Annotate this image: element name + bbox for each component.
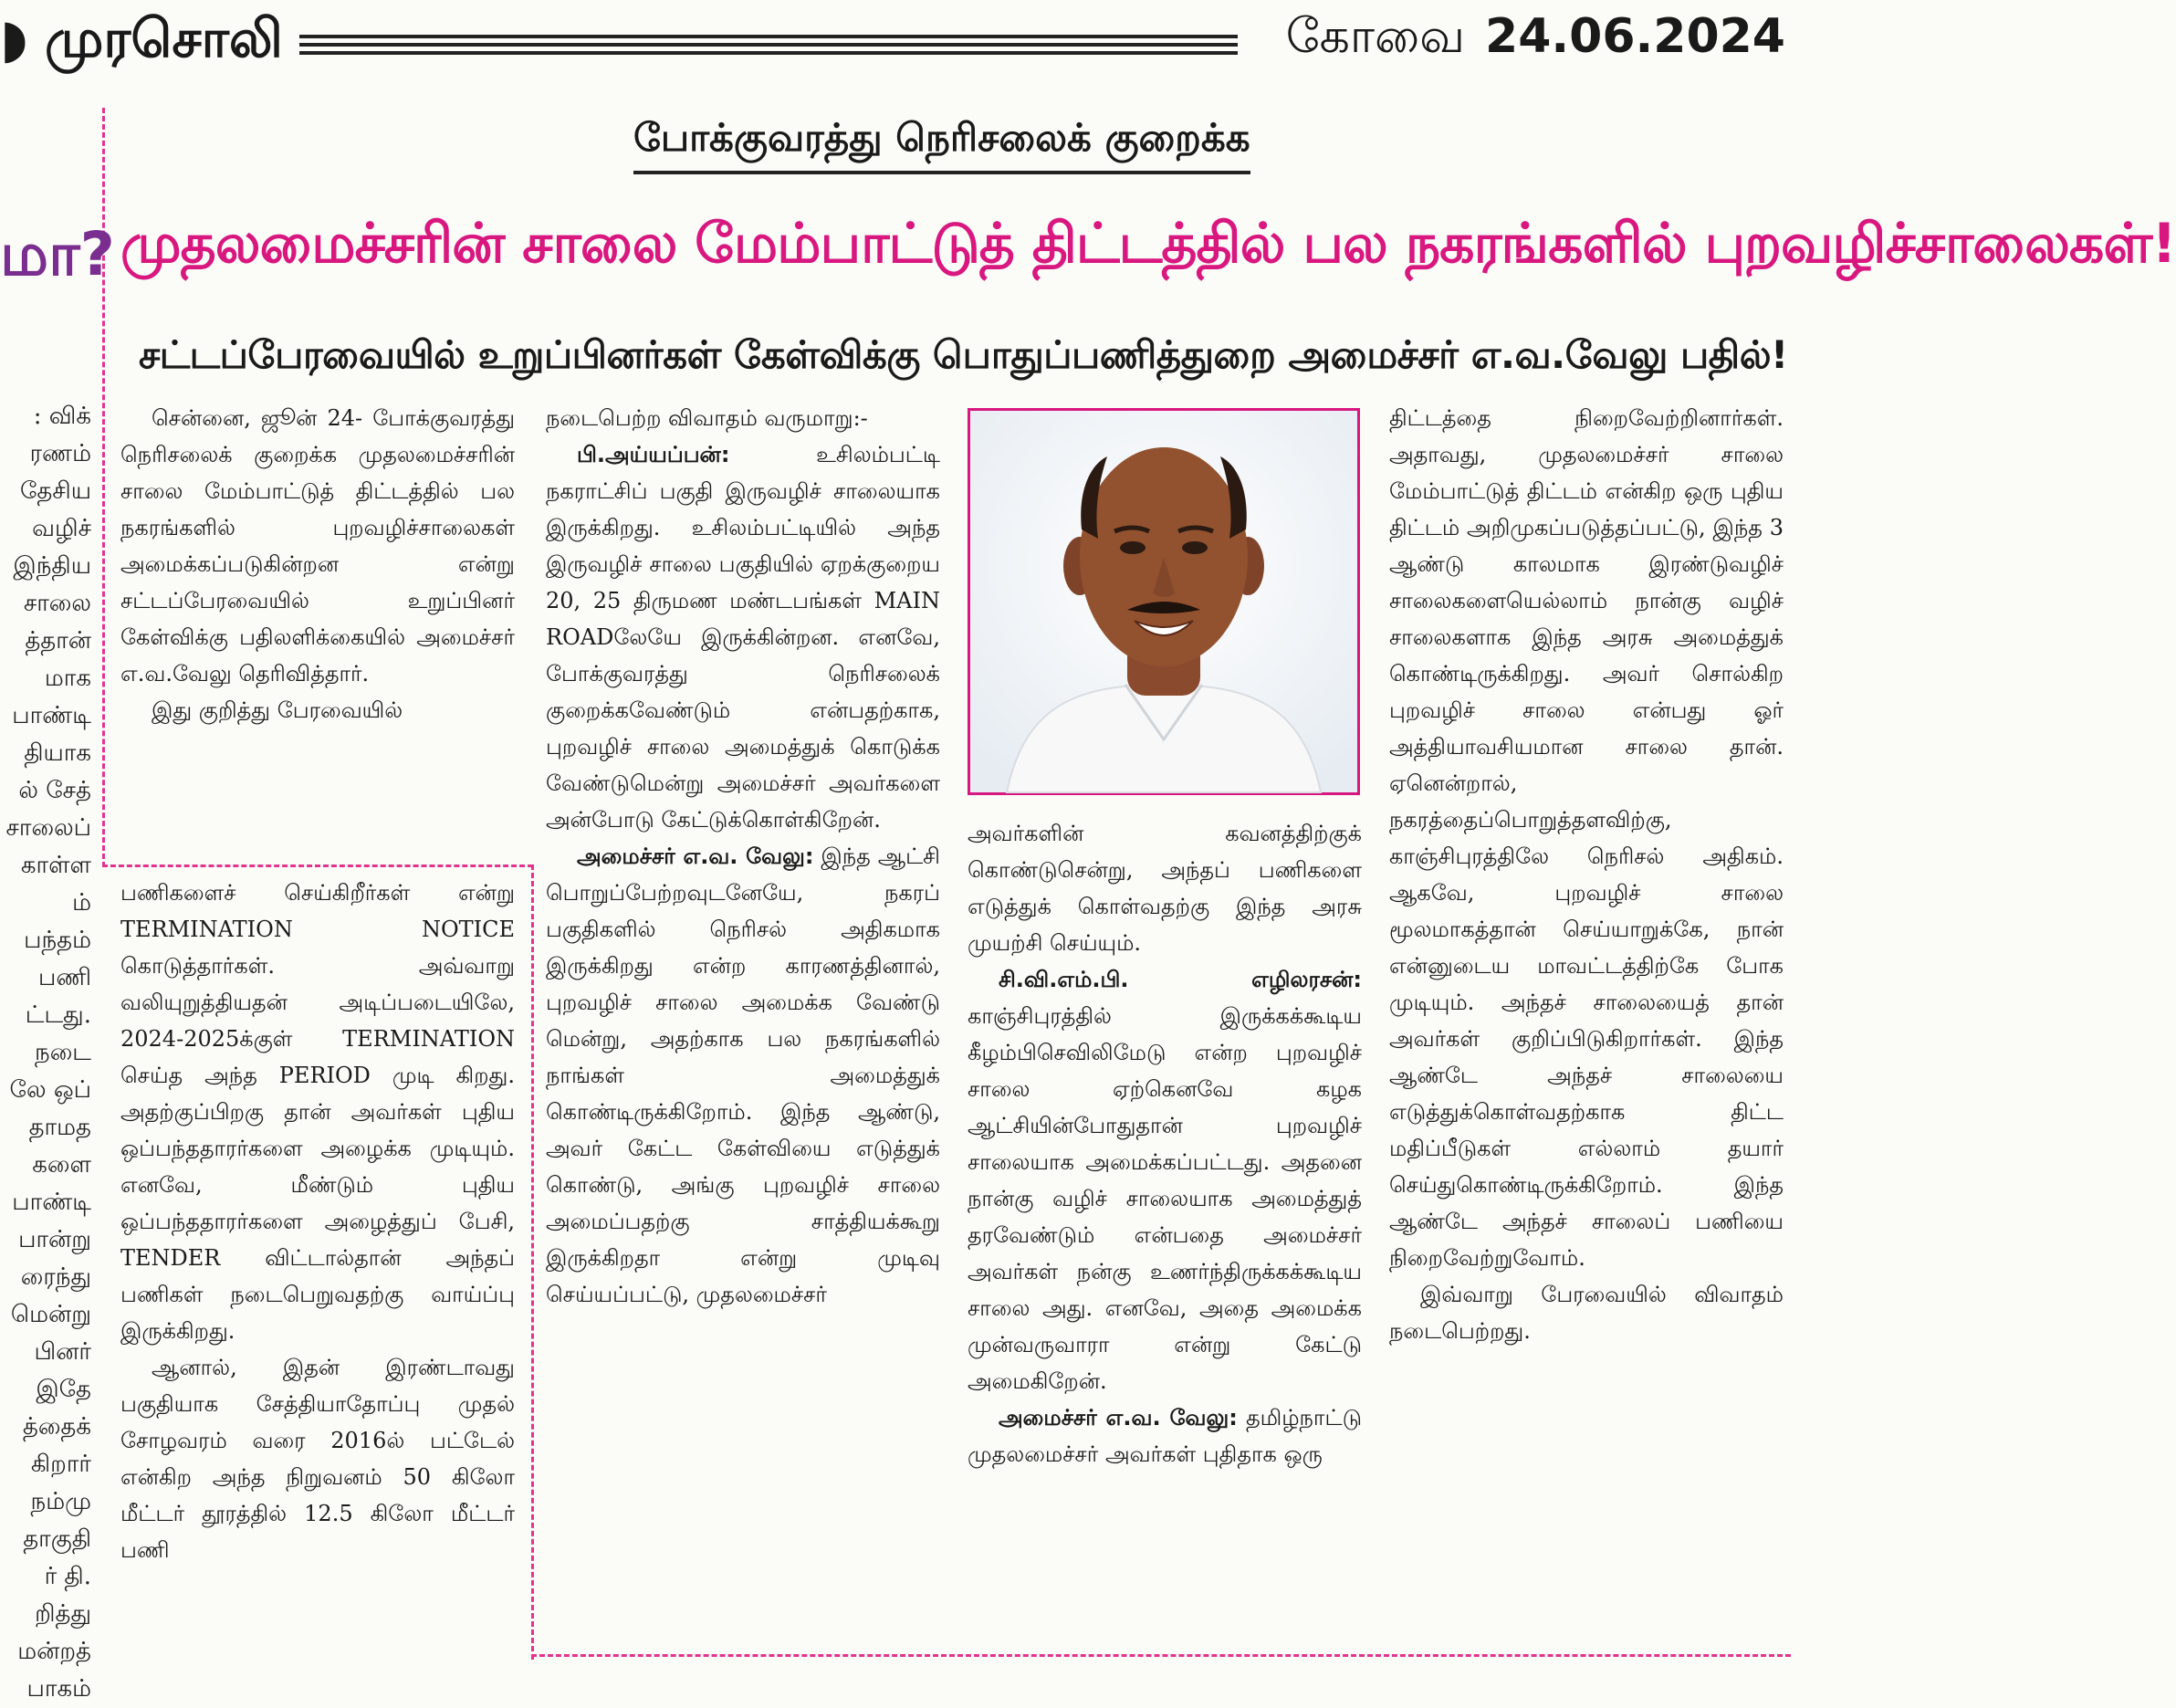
adjacent-story-line: ரணம் <box>29 440 91 467</box>
adjacent-story-line: பான்று <box>18 1226 91 1253</box>
edition-date <box>1286 9 1785 70</box>
adjacent-story-line: இந்திய <box>13 552 91 580</box>
adjacent-story-line: மென்று <box>10 1301 91 1328</box>
adjacent-story-line: கிறார் <box>30 1451 91 1478</box>
speaker-paragraph <box>546 838 940 1313</box>
adjacent-story-line: தாமத <box>28 1114 91 1141</box>
speaker-name: அமைச்சர் எ.வ. வேலு: <box>999 1405 1238 1430</box>
speaker-name: சி.வி.எம்.பி. எழிலரசன்: <box>999 967 1362 992</box>
minister-portrait <box>968 408 1360 795</box>
adjacent-story-line: லே ஒப் <box>9 1076 91 1104</box>
adjacent-story-line: பந்தம் <box>24 927 91 954</box>
article-headline: முதலமைச்சரின் சாலை மேம்பாட்டுத் திட்டத்தில் பல நகரங்களில் புறவழிச்சாலைகள்! <box>120 212 2176 276</box>
adjacent-story-line: காள்ள <box>20 852 91 879</box>
adjacent-story-line: இதே <box>36 1376 91 1403</box>
adjacent-story-line: களை <box>32 1151 91 1179</box>
adjacent-story-line: சாலை <box>23 590 91 617</box>
issue-date: 24.06.2024 <box>1485 9 1785 64</box>
article-column-3 <box>546 400 940 1660</box>
speaker-name: பி.அய்யப்பன்: <box>577 442 730 467</box>
adjacent-story-line: ர் தி. <box>44 1563 91 1590</box>
speaker-paragraph <box>968 961 1362 1399</box>
adjacent-story-line: வழிச் <box>32 515 91 542</box>
article-paragraph: இவ்வாறு பேரவையில் விவாதம் நடைபெற்றது. <box>1389 1282 1784 1344</box>
adjacent-story-line: றித்து <box>35 1600 91 1628</box>
adjacent-story-line: ம் <box>72 889 91 917</box>
adjacent-story-line: நடை <box>35 1039 91 1066</box>
speaker-paragraph <box>968 1399 1362 1472</box>
article-subheadline: சட்டப்பேரவையில் உறுப்பினர்கள் கேள்விக்கு பொதுப்பணித்துறை அமைச்சர் எ.வ.வேலு பதில்! <box>139 332 1788 377</box>
adjacent-story-line: பினர் <box>34 1338 91 1366</box>
adjacent-story-line: பாண்டி <box>12 702 91 729</box>
adjacent-story-line: த்தான் <box>25 627 91 655</box>
adjacent-story-line: ல் சேத் <box>18 777 91 804</box>
article-column-4 <box>968 815 1362 1660</box>
adjacent-story-line: பாகம் <box>26 1675 91 1703</box>
article-paragraph: சென்னை, ஜூன் 24- போக்குவரத்து நெரிசலைக் குறைக்க முதலமைச்சரின் சாலை மேம்பாட்டுத் திட்டத்தில் பல நகரங்களில் புறவழிச்சாலைகள் அமைக்கப்படுகின்றன என்று சட்டப்பேரவையில் உறுப்பினர் கேள்விக்கு பதிலளிக்கையில் அமைச்சர் எ.வ.வேலு தெரிவித்தார். <box>120 405 515 686</box>
article-column-5 <box>1389 400 1784 1660</box>
adjacent-story-line: ட்டது. <box>25 1001 91 1029</box>
adjacent-story-text <box>0 398 91 1703</box>
article-paragraph: திட்டத்தை நிறைவேற்றினார்கள். அதாவது, முதலமைச்சர் சாலை மேம்பாட்டுத் திட்டம் என்கிற ஒரு புதிய திட்டம் அறிமுகப்படுத்தப்பட்டு, இந்த 3 ஆண்டு காலமாக இரண்டுவழிச் சாலைகளையெல்லாம் நான்கு வழிச் சாலைகளாக இந்த அரசு அமைத்துக் கொண்டிருக்கிறது. அவர் சொல்கிற புறவழிச் சாலை என்பது ஓர் அத்தியாவசியமான சாலை தான். ஏனென்றால், நகரத்தைப்பொறுத்தளவிற்கு, காஞ்சிபுரத்திலே நெரிசல் அதிகம். ஆகவே, புறவழிச் சாலை மூலமாகத்தான் செய்யாறுக்கே, நான் என்னுடைய மாவட்டத்திற்கே போக முடியும். அந்தச் சாலையைத் தான் அவர்கள் குறிப்பிடுகிறார்கள். இந்த ஆண்டே அந்தச் சாலையை எடுத்துக்கொள்வதற்காக திட்ட மதிப்பீடுகள் எல்லாம் தயார் செய்துகொண்டிருக்கிறோம். இந்த ஆண்டே அந்தச் சாலைப் பணியை நிறைவேற்றுவோம். <box>1389 405 1784 1271</box>
adjacent-story-line: மாக <box>44 665 91 692</box>
adjacent-story-line: சாலைப் <box>5 814 91 842</box>
article-kicker: போக்குவரத்து நெரிசலைக் குறைக்க <box>633 115 1250 174</box>
article-paragraph: ஆனால், இதன் இரண்டாவது பகுதியாக சேத்தியாதோப்பு முதல் சோழவரம் வரை 2016ல் பட்டேல் என்கிற அந்த நிறுவனம் 50 கிலோ மீட்டர் தூரத்தில் 12.5 கிலோ மீட்டர் பணி <box>120 1355 515 1563</box>
masthead-rule <box>299 35 1238 55</box>
article-column-2 <box>120 875 515 1660</box>
adjacent-story-line: பாண்டி <box>12 1189 91 1216</box>
adjacent-story-line: : விக் <box>33 403 91 430</box>
newspaper-name: ◗ முரசொலி <box>0 7 283 69</box>
adjacent-story-line: தாகுதி <box>23 1525 91 1553</box>
adjacent-story-line: பணி <box>37 964 91 991</box>
section-divider <box>102 864 533 867</box>
article-column-1 <box>120 400 515 856</box>
adjacent-story-line: நம்மு <box>30 1488 91 1515</box>
column-divider <box>531 864 534 1660</box>
adjacent-story-headline: மா? <box>0 219 115 289</box>
speech-text: தமிழ்நாட்டு முதலமைச்சர் அவர்கள் புதிதாக ஒரு <box>968 1405 1362 1467</box>
speaker-name: அமைச்சர் எ.வ. வேலு: <box>577 844 814 869</box>
speech-text: காஞ்சிபுரத்தில் இருக்கக்கூடிய கீழம்பிசெவிலிமேடு என்ற புறவழிச் சாலை ஏற்கெனவே கழக ஆட்சியின்போதுதான் புறவழிச் சாலையாக அமைக்கப்பட்டது. அதனை நான்கு வழிச் சாலையாக அமைத்துத் தரவேண்டும் என்பதை அமைச்சர் அவர்கள் நன்கு உணர்ந்திருக்கக்கூடிய சாலை அது. எனவே, அதை அமைக்க முன்வருவாரா என்று கேட்டு அமைகிறேன். <box>968 1003 1362 1394</box>
adjacent-story-line: ரைந்து <box>20 1263 91 1291</box>
adjacent-story-line: தேசிய <box>19 477 91 505</box>
article-paragraph: அவர்களின் கவனத்திற்குக் கொண்டுசென்று, அந்தப் பணிகளை எடுத்துக் கொள்வதற்கு இந்த அரசு முயற்சி செய்யும். <box>968 821 1362 956</box>
adjacent-story-line: மன்றத் <box>17 1638 91 1665</box>
speech-text: இந்த ஆட்சி பொறுப்பேற்றவுடனேயே, நகரப் பகுதிகளில் நெரிசல் அதிகமாக இருக்கிறது என்ற காரணத்தினால், புறவழிச் சாலை அமைக்க வேண்டு மென்று, அதற்காக பல நகரங்களில் நாங்கள் அமைத்துக் கொண்டிருக்கிறோம். இந்த ஆண்டு, அவர் கேட்ட கேள்வியை எடுத்துக் கொண்டு, அங்கு புறவழிச் சாலை அமைப்பதற்கு சாத்தியக்கூறு இருக்கிறதா என்று முடிவு செய்யப்பட்டு, முதலமைச்சர் <box>546 844 940 1307</box>
portrait-image <box>970 411 1357 792</box>
adjacent-story-line: தியாக <box>24 739 91 767</box>
article-paragraph: நடைபெற்ற விவாதம் வருமாறு:- <box>546 405 868 431</box>
edition-name: கோவை <box>1285 9 1466 64</box>
adjacent-story-line: த்தைக் <box>22 1413 91 1441</box>
speech-text: உசிலம்பட்டி நகராட்சிப் பகுதி இருவழிச் சாலையாக இருக்கிறது. உசிலம்பட்டியில் அந்த இருவழிச் சாலை பகுதியில் ஏறக்குறைய 20, 25 திருமண மண்டபங்கள் MAIN ROADலேயே இருக்கின்றன. எனவே, போக்குவரத்து நெரிசலைக் குறைக்கவேண்டும் என்பதற்காக, புறவழிச் சாலை அமைத்துக் கொடுக்க வேண்டுமென்று அமைச்சர் அவர்களை அன்போடு கேட்டுக்கொள்கிறேன். <box>546 442 940 833</box>
speaker-paragraph <box>546 436 940 838</box>
article-paragraph: பணிகளைச் செய்கிறீர்கள் என்று TERMINATION NOTICE கொடுத்தார்கள். அவ்வாறு வலியுறுத்தியதன் அடிப்படையிலே, 2024-2025க்குள் TERMINATION செய்த அந்த PERIOD முடி கிறது. அதற்குப்பிறகு தான் அவர்கள் புதிய ஒப்பந்ததாரர்களை அழைக்க முடியும். எனவே, மீண்டும் புதிய ஒப்பந்ததாரர்களை அழைத்துப் பேசி, TENDER விட்டால்தான் அந்தப் பணிகள் நடைபெறுவதற்கு வாய்ப்பு இருக்கிறது. <box>120 880 515 1344</box>
article-paragraph: இது குறித்து பேரவையில் <box>152 697 403 723</box>
